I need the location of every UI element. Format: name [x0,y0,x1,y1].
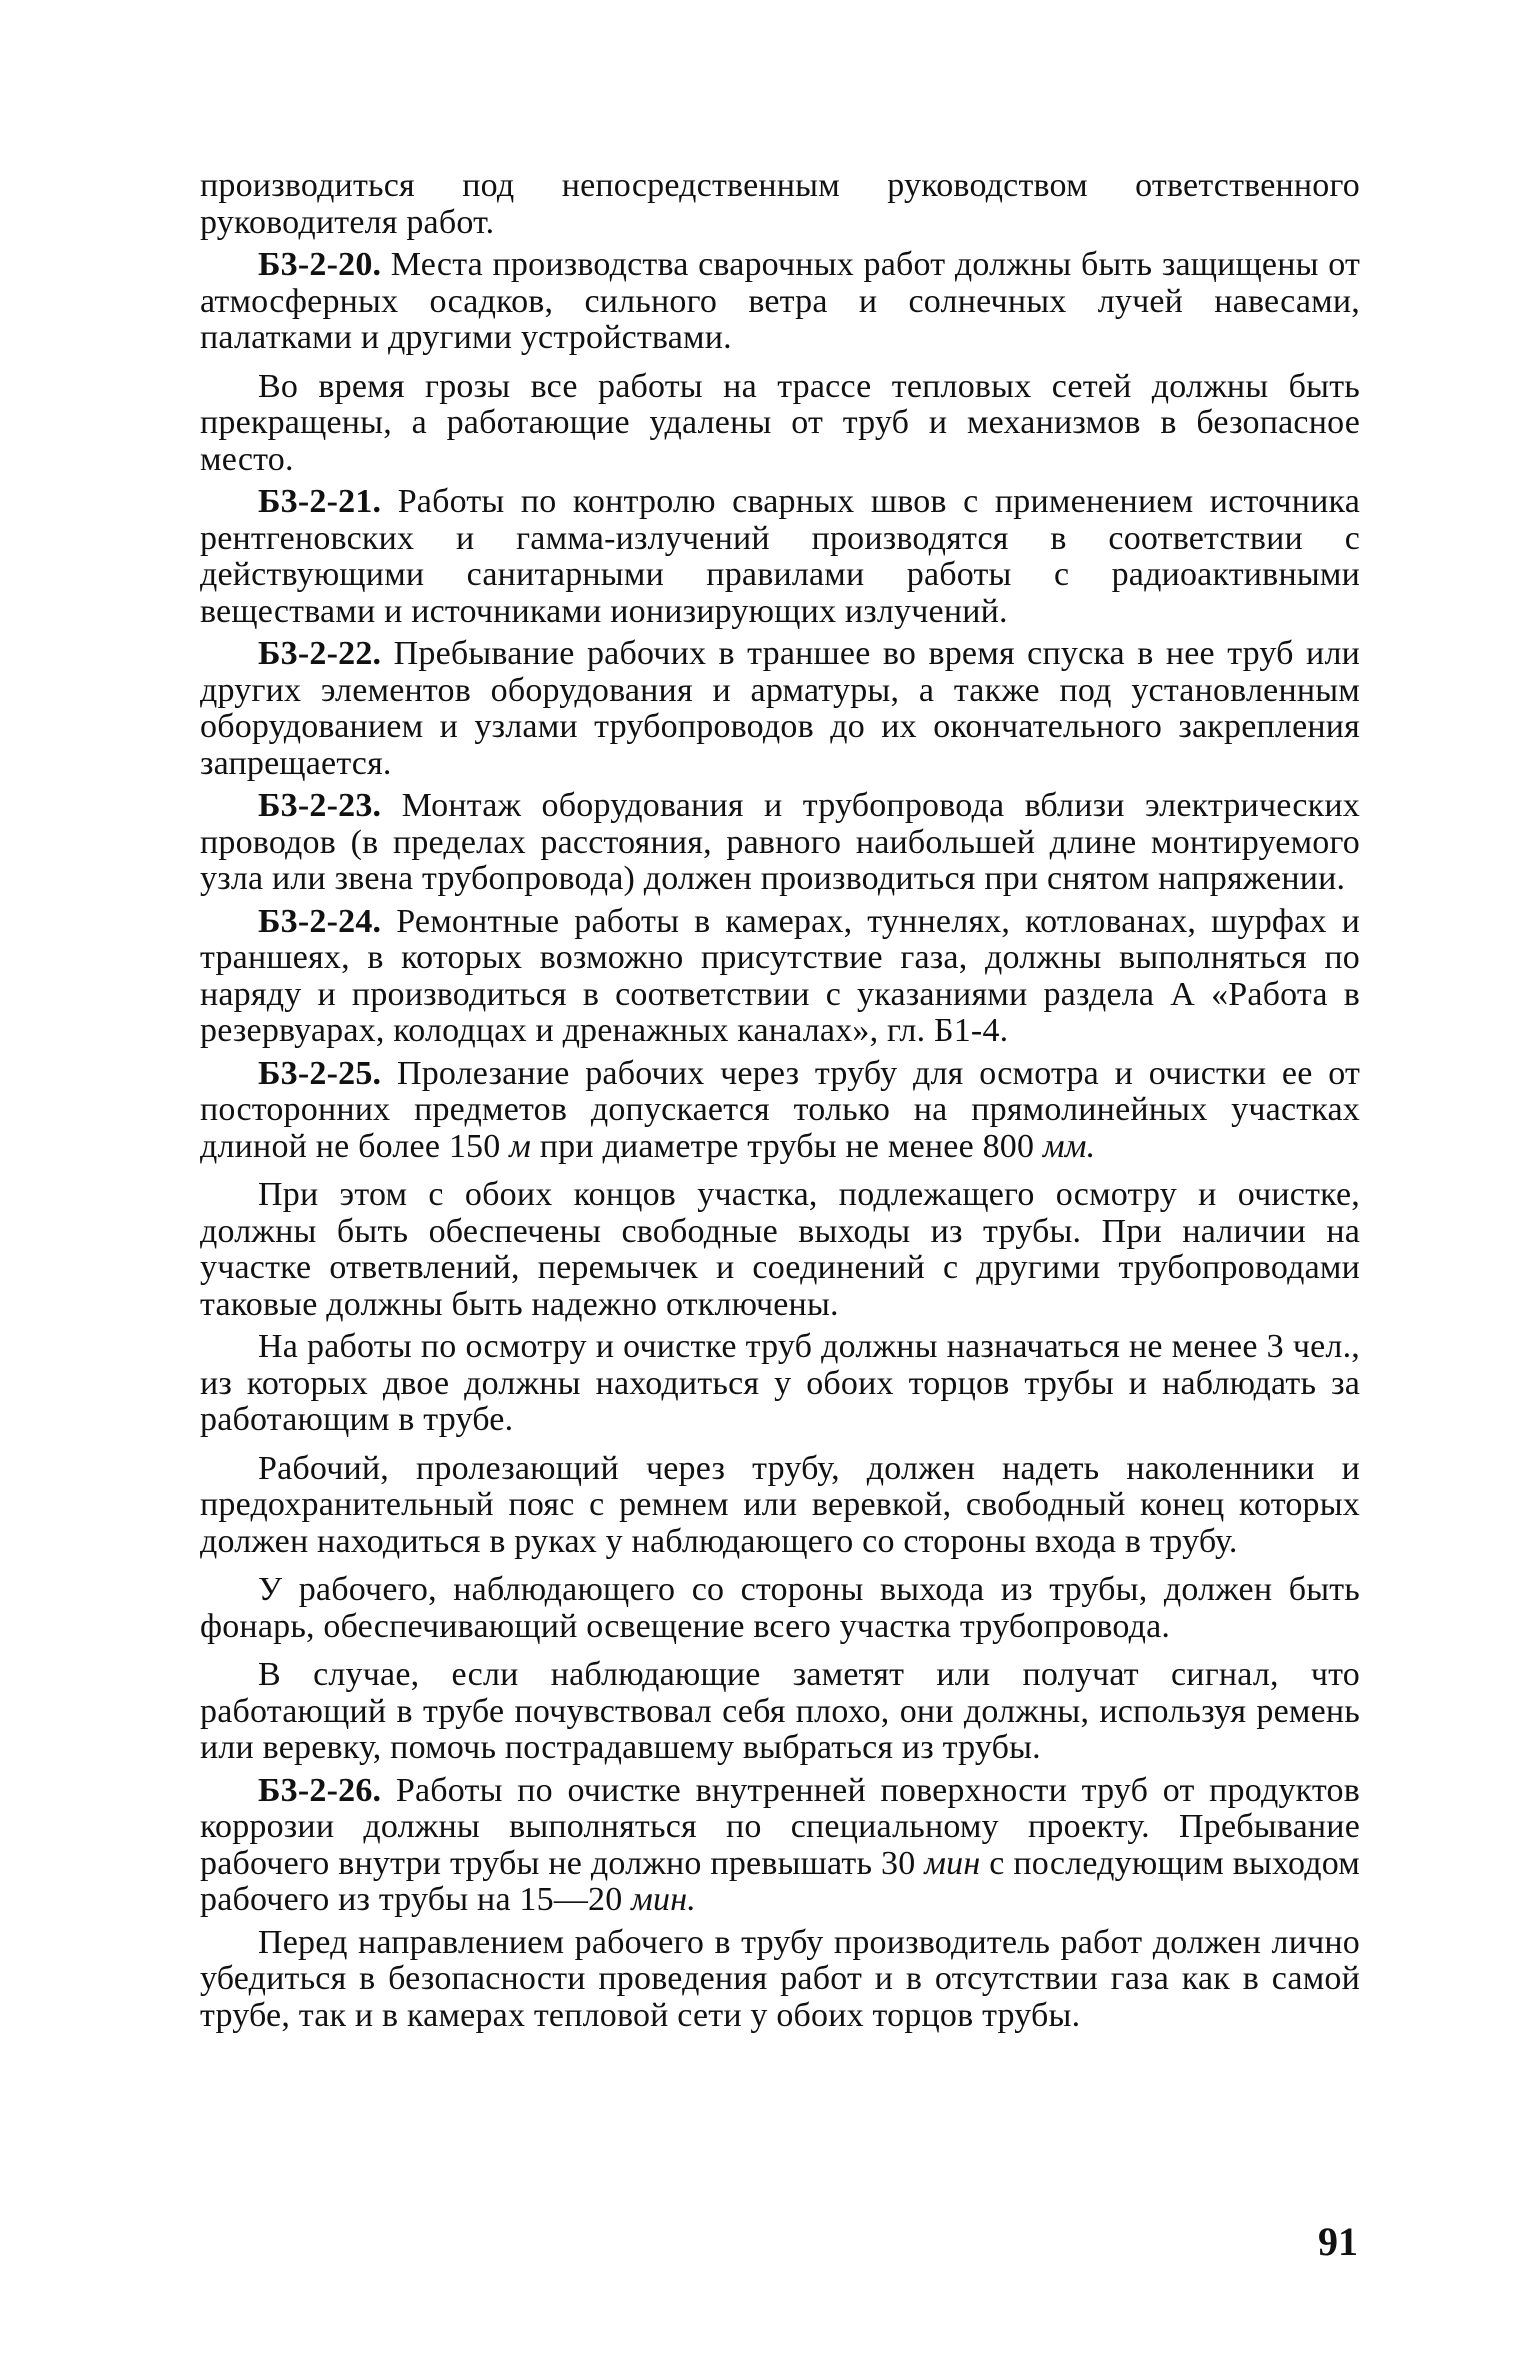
clause-b3-2-21 [200,484,1360,630]
clause-number: Б3-2-23. [258,787,382,824]
clause-number: Б3-2-20. [258,246,382,283]
unit-text: м [509,1127,532,1165]
paragraph-text: производиться под непосредственным руководством ответственного руководителя работ. [200,167,1360,241]
paragraph-text: На работы по осмотру и очистке труб должны назначаться не менее 3 чел., из которых двое должны находиться у обоих торцов трубы и наблюдать за работающим в трубе. [200,1328,1360,1438]
paragraph-emergency [200,1657,1360,1767]
paragraph-exits [200,1177,1360,1323]
paragraph-text: с последующим выходом рабочего из трубы на 15—20 [200,1844,1360,1918]
paragraph-text: Места производства сварочных работ должны быть защищены от атмосферных осадков, сильного ветра и солнечных лучей навесами, палатками и другими устройствами. [200,246,1361,356]
paragraph-supervisor-check [200,1925,1360,2035]
paragraph-text: При этом с обоих концов участка, подлежащего осмотру и очистке, должны быть обеспечены свободные выходы из трубы. При наличии на участке ответвлений, перемычек и соединений с другими трубопроводами таковые должны быть надежно отключены. [200,1176,1360,1323]
clause-b3-2-23 [200,788,1360,898]
clause-number: Б3-2-21. [258,483,382,520]
paragraph-text: Монтаж оборудования и трубопровода вблизи электрических проводов (в пределах расстояния, равного наибольшей длине монтируемого узла или звена трубопровода) должен производиться при снятом напряжении. [200,787,1360,897]
paragraph-lantern [200,1572,1360,1645]
paragraph-text: Ремонтные работы в камерах, туннелях, котлованах, шурфах и траншеях, в которых возможно присутствие газа, должны выполняться по наряду и производиться в соответствии с указаниями раздела А «Работа в резервуарах, колодцах и дренажных каналах», гл. Б1-4. [200,902,1361,1049]
paragraph-text: У рабочего, наблюдающего со стороны выхода из трубы, должен быть фонарь, обеспечивающий освещение всего участка трубопровода. [200,1571,1360,1645]
unit-text: мин [924,1844,981,1882]
paragraph-text: Пролезание рабочих через трубу для осмотра и очистки ее от посторонних предметов допускается только на прямолинейных участках длиной не более 150 [200,1054,1360,1165]
clause-b3-2-22 [200,636,1360,782]
paragraph-worker-gear [200,1451,1360,1561]
paragraph-text: Перед направлением рабочего в трубу производитель работ должен лично убедиться в безопасности проведения работ и в отсутствии газа как в самой трубе, так и в камерах тепловой сети у обоих торцов трубы. [200,1923,1360,2034]
clause-b3-2-24 [200,904,1360,1050]
paragraph-text: Во время грозы все работы на трассе тепловых сетей должны быть прекращены, а работающие удалены от труб и механизмов в безопасное место. [200,367,1360,478]
unit-text: мм. [1042,1127,1096,1165]
page-number: 91 [1318,2219,1358,2264]
clause-b3-2-25 [200,1056,1360,1166]
paragraph-text: Работы по контролю сварных швов с применением источника рентгеновских и гамма-излучений производятся в соответствии с действующими санитарными правилами работы с радиоактивными веществами и источниками ионизирующих излучений. [200,483,1360,630]
paragraph-staff [200,1329,1360,1439]
paragraph-text: Рабочий, пролезающий через трубу, должен надеть наколенники и предохранительный пояс с ремнем или веревкой, свободный конец которых должен находиться в руках у наблюдающего со стороны входа в трубу. [200,1449,1360,1560]
unit-text: мин. [631,1881,697,1918]
clause-number: Б3-2-22. [258,635,382,672]
clause-number: Б3-2-25. [258,1054,382,1092]
document-page [200,168,1360,2040]
clause-b3-2-20 [200,247,1360,357]
paragraph-text: при диаметре трубы не менее 800 [539,1127,1035,1165]
paragraph-text: Работы по очистке внутренней поверхности труб от продуктов коррозии должны выполняться по специальному проекту. Пребывание рабочего внутри трубы не должно превышать 30 [200,1771,1360,1882]
paragraph-text: В случае, если наблюдающие заметят или получат сигнал, что работающий в трубе почувствовал себя плохо, они должны, используя ремень или веревку, помочь пострадавшему выбраться из трубы. [200,1656,1360,1766]
paragraph-text: Пребывание рабочих в траншее во время спуска в нее труб или других элементов оборудования и арматуры, а также под установленным оборудованием и узлами трубопроводов до их окончательного закрепления запрещается. [200,635,1361,782]
clause-number: Б3-2-24. [258,902,382,940]
paragraph-continuation [200,168,1360,241]
paragraph-thunderstorm [200,369,1360,479]
clause-number: Б3-2-26. [258,1771,382,1809]
clause-b3-2-26 [200,1773,1360,1919]
